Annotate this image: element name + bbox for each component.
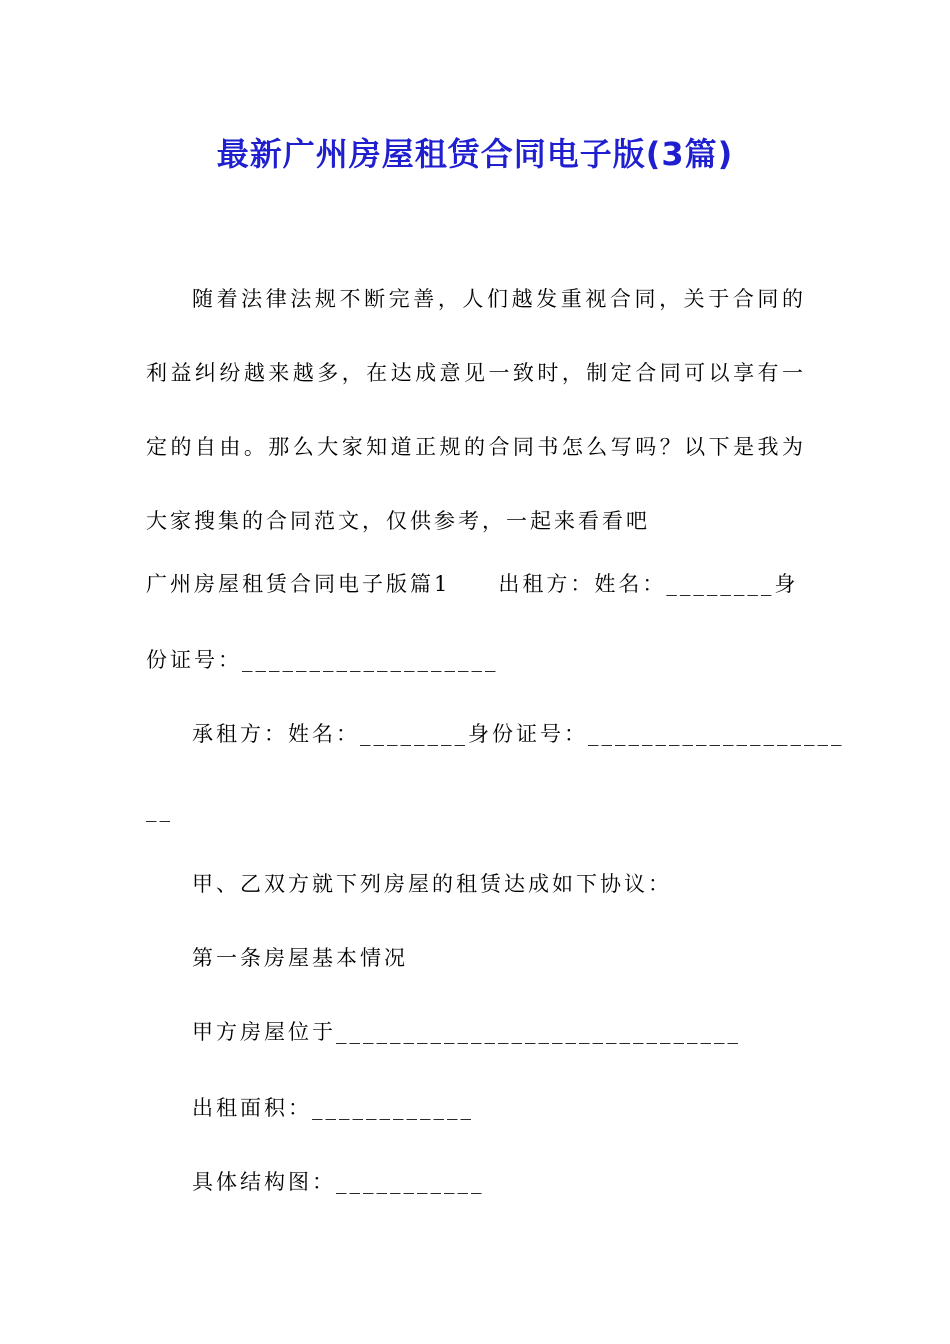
structure-diagram-field: 具体结构图：___________	[192, 1170, 485, 1194]
section-heading-and-lessor-name: 广州房屋租赁合同电子版篇1 出租方：姓名：________身	[146, 572, 799, 596]
document-title: 最新广州房屋租赁合同电子版(3篇)	[216, 135, 734, 173]
lessor-id-number: 份证号：___________________	[146, 648, 499, 672]
agreement-statement: 甲、乙双方就下列房屋的租赁达成如下协议：	[192, 872, 672, 896]
lessee-name-and-id: 承租方：姓名：________身份证号：___________________	[192, 722, 845, 746]
rental-area-field: 出租面积：____________	[192, 1096, 474, 1120]
intro-paragraph: 随着法律法规不断完善，人们越发重视合同，关于合同的利益纠纷越来越多，在达成意见一致时，制定合同可以享有一定的自由。那么大家知道正规的合同书怎么写吗？以下是我为大家搜集的合同范文，仅供参考，一起来看看吧	[146, 287, 806, 533]
article-one-heading: 第一条房屋基本情况	[192, 946, 408, 970]
property-location-field: 甲方房屋位于______________________________	[192, 1020, 741, 1044]
lessee-id-continuation: __	[146, 798, 173, 822]
